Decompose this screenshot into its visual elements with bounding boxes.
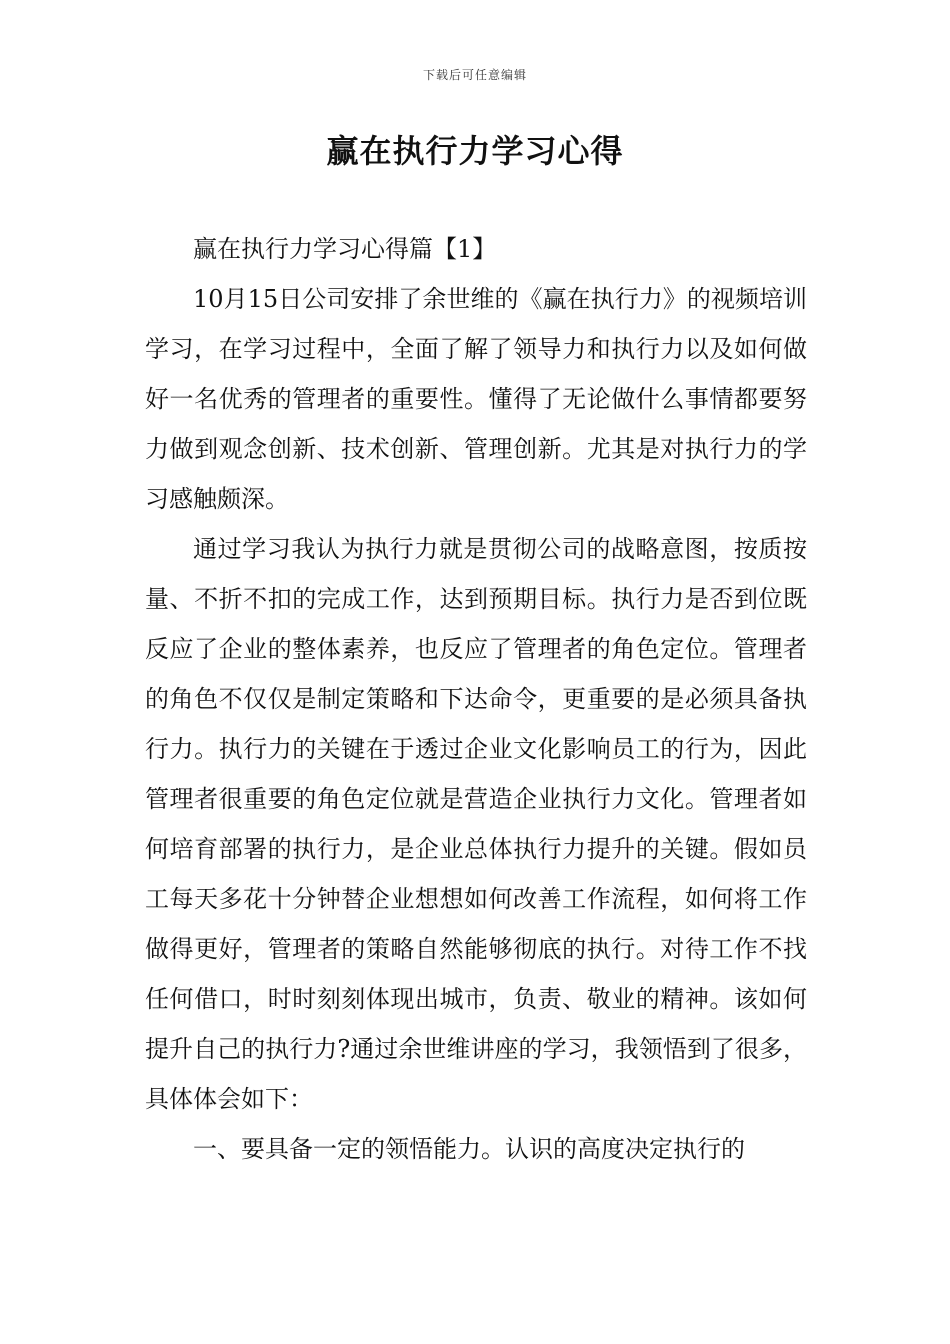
document-body: [145, 224, 807, 1174]
document-title: 赢在执行力学习心得: [326, 132, 624, 170]
section-heading: 赢在执行力学习心得篇【1】: [193, 235, 497, 263]
paragraph: 通过学习我认为执行力就是贯彻公司的战略意图，按质按量、不折不扣的完成工作，达到预期目标。执行力是否到位既反应了企业的整体素养，也反应了管理者的角色定位。管理者的角色不仅仅是制定策略和下达命令，更重要的是必须具备执行力。执行力的关键在于透过企业文化影响员工的行为，因此管理者很重要的角色定位就是营造企业执行力文化。管理者如何培育部署的执行力，是企业总体执行力提升的关键。假如员工每天多花十分钟替企业想想如何改善工作流程，如何将工作做得更好，管理者的策略自然能够彻底的执行。对待工作不找任何借口，时时刻刻体现出城市，负责、敬业的精神。该如何提升自己的执行力?通过余世维讲座的学习，我领悟到了很多，具体体会如下：: [145, 535, 807, 1113]
paragraph: 10月15日公司安排了余世维的《赢在执行力》的视频培训学习，在学习过程中，全面了解了领导力和执行力以及如何做好一名优秀的管理者的重要性。懂得了无论做什么事情都要努力做到观念创新、技术创新、管理创新。尤其是对执行力的学习感触颇深。: [145, 285, 807, 513]
header-note: 下载后可任意编辑: [422, 68, 527, 82]
paragraph: 一、要具备一定的领悟能力。认识的高度决定执行的: [193, 1135, 745, 1163]
